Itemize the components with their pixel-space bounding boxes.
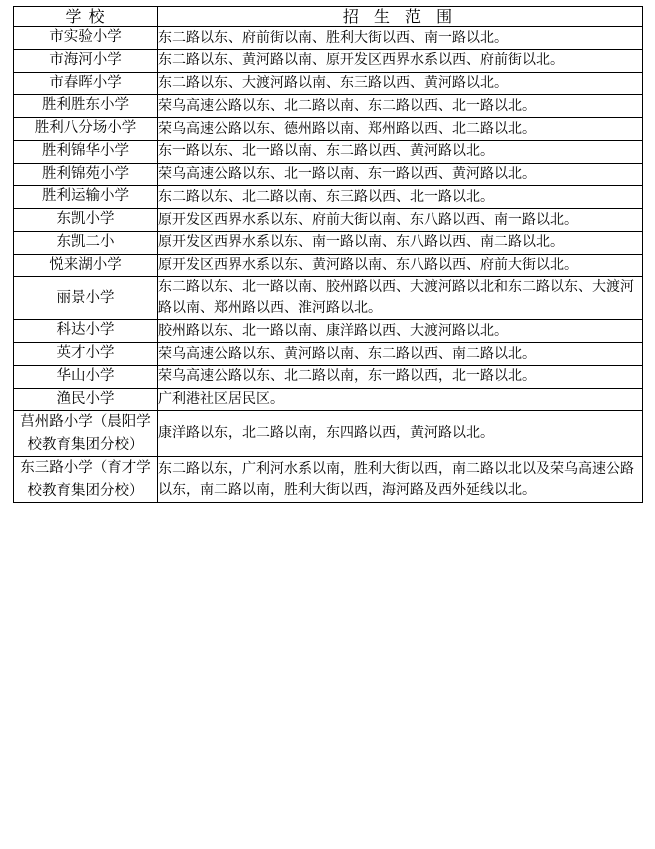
table-row (14, 118, 643, 141)
cell-school: 胜利胜东小学 (14, 95, 158, 118)
cell-school: 市实验小学 (14, 27, 158, 50)
cell-school: 东凯二小 (14, 231, 158, 254)
cell-school: 丽景小学 (14, 277, 158, 320)
cell-range: 东二路以东、北二路以南、东三路以西、北一路以北。 (158, 186, 643, 209)
cell-range: 荣乌高速公路以东、北二路以南、东二路以西、北一路以北。 (158, 95, 643, 118)
column-header-range: 招 生 范 围 (158, 7, 643, 27)
table-row (14, 186, 643, 209)
cell-range: 东二路以东、大渡河路以南、东三路以西、黄河路以北。 (158, 72, 643, 95)
table-row (14, 277, 643, 320)
cell-range: 康洋路以东，北二路以南，东四路以西，黄河路以北。 (158, 411, 643, 457)
cell-school: 英才小学 (14, 343, 158, 366)
cell-school: 胜利八分场小学 (14, 118, 158, 141)
table-header (14, 7, 643, 27)
cell-range: 荣乌高速公路以东、黄河路以南、东二路以西、南二路以北。 (158, 343, 643, 366)
table-row (14, 72, 643, 95)
table-row (14, 209, 643, 232)
cell-range: 胶州路以东、北一路以南、康洋路以西、大渡河路以北。 (158, 320, 643, 343)
cell-range: 荣乌高速公路以东、北二路以南，东一路以西，北一路以北。 (158, 365, 643, 388)
cell-school: 科达小学 (14, 320, 158, 343)
cell-range: 东二路以东、府前街以南、胜利大街以西、南一路以北。 (158, 27, 643, 50)
cell-school: 胜利锦华小学 (14, 140, 158, 163)
cell-range: 东一路以东、北一路以南、东二路以西、黄河路以北。 (158, 140, 643, 163)
cell-school: 市春晖小学 (14, 72, 158, 95)
cell-range: 原开发区西界水系以东、南一路以南、东八路以西、南二路以北。 (158, 231, 643, 254)
table-row (14, 343, 643, 366)
table-row (14, 140, 643, 163)
cell-range: 原开发区西界水系以东、府前大街以南、东八路以西、南一路以北。 (158, 209, 643, 232)
table-row (14, 365, 643, 388)
cell-range: 原开发区西界水系以东、黄河路以南、东八路以西、府前大街以北。 (158, 254, 643, 277)
cell-range: 荣乌高速公路以东、德州路以南、郑州路以西、北二路以北。 (158, 118, 643, 141)
table-row (14, 457, 643, 503)
cell-school: 东凯小学 (14, 209, 158, 232)
table-row (14, 320, 643, 343)
cell-school: 华山小学 (14, 365, 158, 388)
cell-range: 东二路以东，广利河水系以南，胜利大街以西，南二路以北以及荣乌高速公路以东，南二路以南，胜利大街以西，海河路及西外延线以北。 (158, 457, 643, 503)
table-row (14, 163, 643, 186)
cell-school: 东三路小学（育才学校教育集团分校） (14, 457, 158, 503)
cell-school: 胜利运输小学 (14, 186, 158, 209)
table-row (14, 231, 643, 254)
cell-school: 莒州路小学（晨阳学校教育集团分校） (14, 411, 158, 457)
cell-school: 胜利锦苑小学 (14, 163, 158, 186)
table-header-row (14, 7, 643, 27)
table-row (14, 95, 643, 118)
table-body (14, 27, 643, 503)
table-row (14, 411, 643, 457)
column-header-school: 学 校 (14, 7, 158, 27)
cell-range: 东二路以东、黄河路以南、原开发区西界水系以西、府前街以北。 (158, 49, 643, 72)
cell-range: 广利港社区居民区。 (158, 388, 643, 411)
table-row (14, 254, 643, 277)
cell-range: 东二路以东、北一路以南、胶州路以西、大渡河路以北和东二路以东、大渡河路以南、郑州路以西、淮河路以北。 (158, 277, 643, 320)
admission-range-document (13, 6, 642, 503)
cell-school: 市海河小学 (14, 49, 158, 72)
cell-school: 渔民小学 (14, 388, 158, 411)
table-row (14, 388, 643, 411)
admission-range-table (13, 6, 643, 503)
cell-school: 悦来湖小学 (14, 254, 158, 277)
cell-range: 荣乌高速公路以东、北一路以南、东一路以西、黄河路以北。 (158, 163, 643, 186)
table-row (14, 27, 643, 50)
table-row (14, 49, 643, 72)
